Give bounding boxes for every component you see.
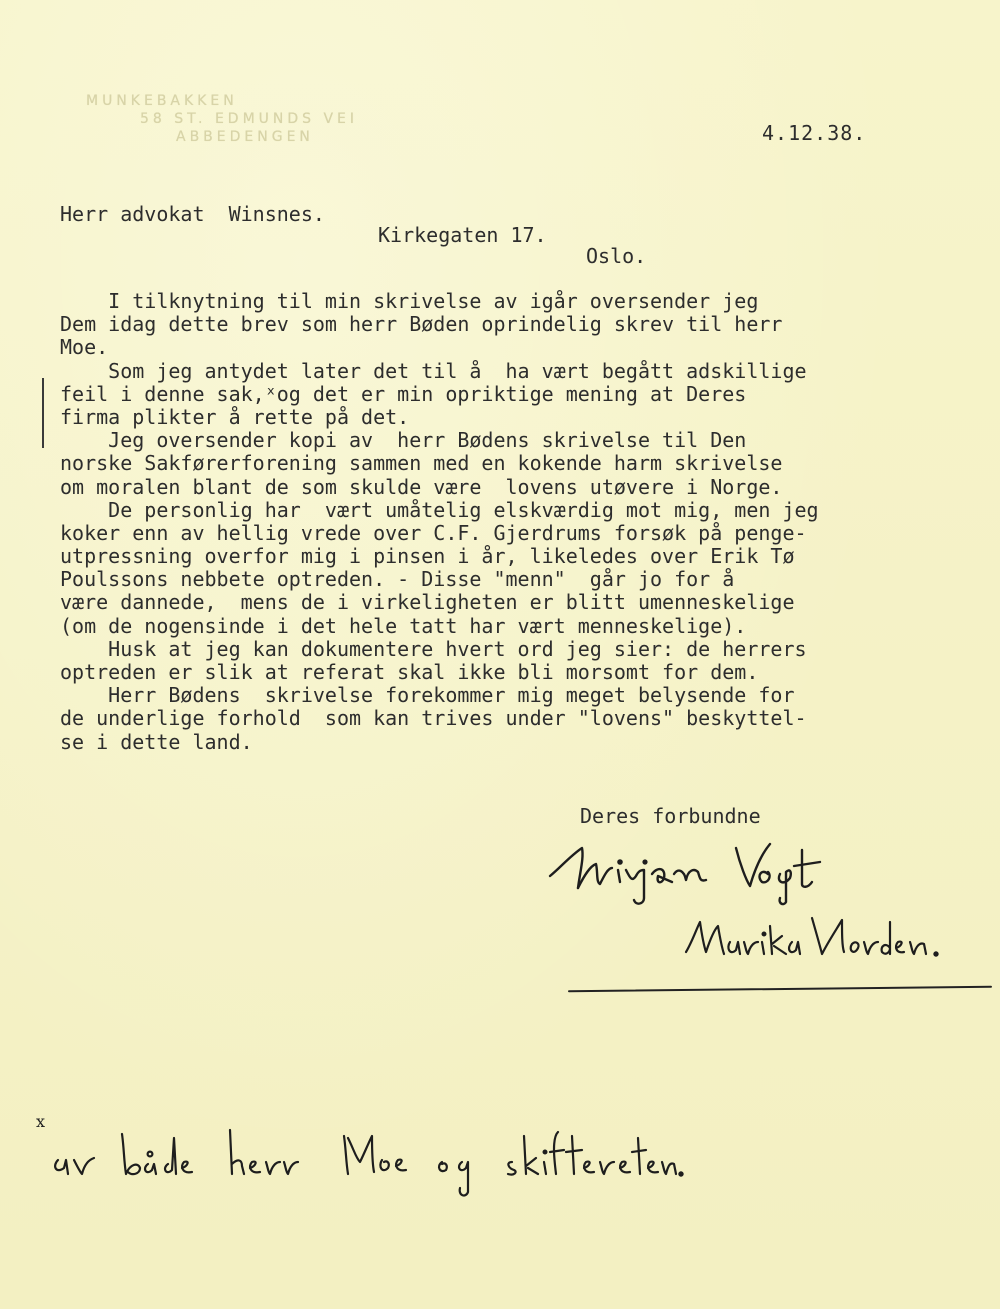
body-line: Jeg oversender kopi av herr Bødens skrivelse til Den (60, 428, 747, 453)
letterhead-line-3: ABBEDENGEN (176, 129, 314, 145)
body-line: Moe. (60, 335, 109, 360)
body-line: Husk at jeg kan dokumentere hvert ord jeg sier: de herrers (60, 636, 807, 661)
letter-date: 4.12.38. (762, 121, 867, 145)
footnote-mark: x (36, 1112, 46, 1131)
body-line: koker enn av hellig vrede over C.F. Gjerdrums forsøk på penge- (60, 520, 807, 545)
body-line: I tilknytning til min skrivelse av igår oversender jeg (60, 289, 759, 313)
body-line: optreden er slik at referat skal ikke bli morsomt for dem. (60, 660, 759, 684)
body-line: se i dette land. (60, 729, 253, 754)
body-line: Poulssons nebbete optreden. - Disse "menn" går jo for å (60, 567, 735, 592)
body-line: feil i denne sak,ˣog det er min opriktige mening at Deres (60, 381, 747, 406)
body-line: norske Sakførerforening sammen med en kokende harm skrivelse (60, 451, 783, 476)
body-line: Herr Bødens skrivelse forekommer mig meget belysende for (60, 683, 795, 708)
body-line: (om de nogensinde i det hele tatt har vært menneskelige). (60, 613, 747, 638)
recipient-city: Oslo. (586, 244, 647, 268)
margin-mark (42, 378, 44, 448)
body-line: Dem idag dette brev som herr Bøden oprindelig skrev til herr (60, 312, 783, 337)
closing-line: Deres forbundne (580, 804, 761, 828)
body-line: utpressning overfor mig i pinsen i år, likeledes over Erik Tø (60, 544, 795, 569)
letter-body (60, 290, 960, 754)
body-line: om moralen blant de som skulde være lovens utøvere i Norge. (60, 474, 783, 499)
letterhead-line-1: MUNKEBAKKEN (86, 93, 238, 109)
letterhead-line-2: 58 ST. EDMUNDS VEI (140, 111, 359, 127)
body-line: være dannede, mens de i virkeligheten er blitt umenneskelige (60, 590, 795, 615)
body-line: de underlige forhold som kan trives under "lovens" beskyttel- (60, 706, 807, 731)
body-line: De personlig har vært umåtelig elskværdig mot mig, men jeg (60, 497, 819, 522)
body-line: firma plikter å rette på det. (60, 404, 410, 429)
letterhead (80, 92, 380, 146)
handwritten-footnote (44, 1118, 684, 1198)
recipient-street: Kirkegaten 17. (378, 223, 547, 247)
signature-mirjam-vogt (540, 828, 860, 908)
body-line: Som jeg antydet later det til å ha vært begått adskillige (60, 358, 807, 383)
signature-underline (568, 986, 992, 992)
recipient-name: Herr advokat Winsnes. (60, 202, 325, 226)
signature-marika-norden (682, 912, 962, 982)
